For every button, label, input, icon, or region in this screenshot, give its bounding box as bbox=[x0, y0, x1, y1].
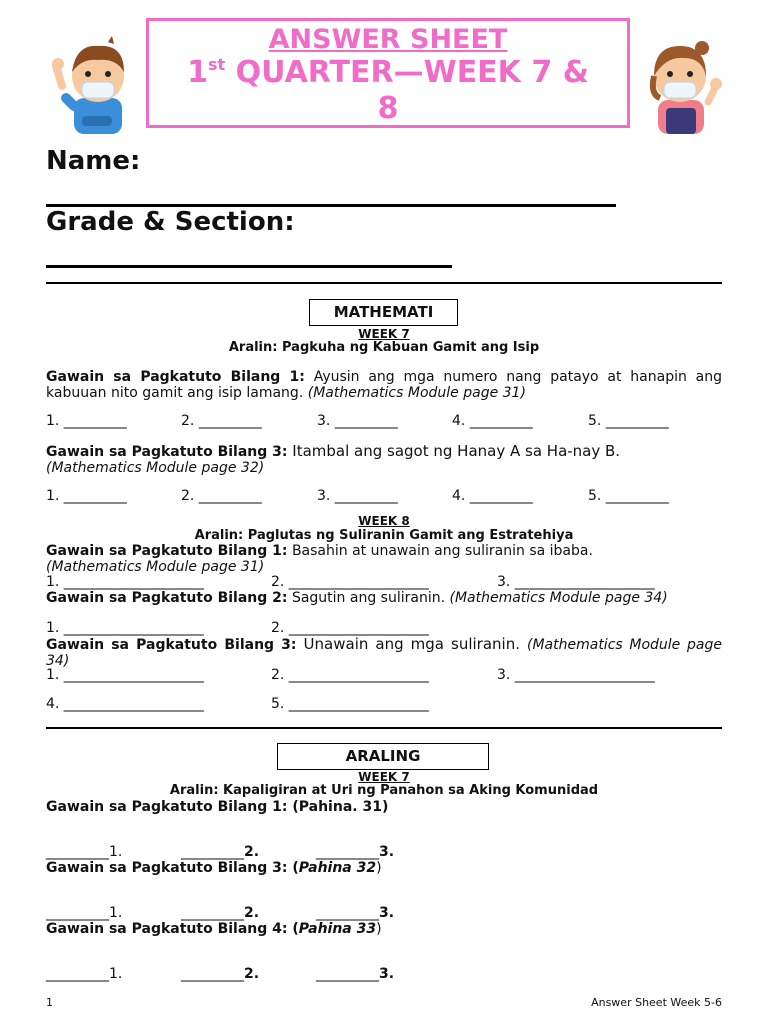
ap-activity1: Gawain sa Pagkatuto Bilang 1: (Pahina. 31) bbox=[46, 799, 389, 815]
item-number: 1. bbox=[109, 844, 123, 860]
answer-blank[interactable]: _________ bbox=[181, 844, 244, 860]
answer-blank[interactable]: _________ bbox=[46, 966, 109, 982]
answer-blank[interactable]: _________ bbox=[316, 844, 379, 860]
ap-activity3 bbox=[46, 860, 722, 876]
math-week8-lesson: Aralin: Paglutas ng Suliranin Gamit ang Estratehiya bbox=[194, 528, 574, 543]
answer-blank[interactable]: 5. _________ bbox=[588, 488, 669, 504]
grade-section-label: Grade & Section: bbox=[46, 207, 295, 237]
title-ordinal-suffix: st bbox=[208, 55, 226, 74]
paren: ) bbox=[376, 860, 382, 876]
ap-week7-lesson: Aralin: Kapaligiran at Uri ng Panahon sa Aking Komunidad bbox=[169, 783, 599, 798]
math-w8-activity1 bbox=[46, 543, 722, 575]
activity-instruction: Ayusin ang mga numero nang patayo at hanapin ang kabuuan nito gamit ang isip lamang. bbox=[46, 369, 722, 401]
math-w7-activity3 bbox=[46, 443, 722, 476]
ap-week7-label: WEEK 7 bbox=[358, 770, 410, 784]
math-week7-label: WEEK 7 bbox=[358, 327, 410, 341]
activity-title: Gawain sa Pagkatuto Bilang 2: bbox=[46, 590, 288, 606]
ap-answer-row-1 bbox=[46, 844, 122, 860]
module-reference: (Mathematics Module page 31) bbox=[46, 559, 265, 575]
activity-instruction: Itambal ang sagot ng Hanay A sa Ha-nay B. bbox=[287, 442, 621, 460]
item-number: 2. bbox=[244, 905, 260, 921]
answer-blank[interactable]: _________ bbox=[181, 966, 244, 982]
answer-blank[interactable]: 1. _________ bbox=[46, 413, 127, 429]
ap-subject-box: ARALING bbox=[277, 743, 489, 770]
item-number: 3. bbox=[379, 966, 395, 982]
answer-blank[interactable]: 4. _________ bbox=[452, 488, 533, 504]
item-number: 2. bbox=[244, 966, 260, 982]
answer-blank[interactable]: 2. ____________________ bbox=[271, 620, 429, 636]
title-answer-sheet: ANSWER SHEET bbox=[268, 24, 508, 55]
answer-blank[interactable]: 4. _________ bbox=[452, 413, 533, 429]
divider bbox=[46, 282, 722, 284]
item-number: 3. bbox=[379, 844, 395, 860]
activity-title: Gawain sa Pagkatuto Bilang 3: bbox=[46, 444, 288, 460]
ap-answer-row-1c bbox=[316, 844, 394, 860]
girl-wearing-mask-illustration bbox=[636, 36, 726, 134]
math-w8-activity2 bbox=[46, 590, 722, 606]
module-reference: (Mathematics Module page 31) bbox=[307, 385, 526, 401]
answer-blank[interactable]: 5. ____________________ bbox=[271, 696, 429, 712]
ap-answer-row-2c bbox=[316, 905, 394, 921]
page-number: 1 bbox=[46, 996, 53, 1009]
answer-blank[interactable]: 2. _________ bbox=[181, 413, 262, 429]
module-reference: (Mathematics Module page 32) bbox=[46, 460, 265, 476]
activity-title: Gawain sa Pagkatuto Bilang 3: ( bbox=[46, 860, 299, 876]
ap-answer-row-3 bbox=[46, 966, 122, 982]
paren: ) bbox=[376, 921, 382, 937]
title-quarter-text: QUARTER—WEEK 7 & bbox=[225, 55, 589, 90]
activity-instruction: Unawain ang mga suliranin. bbox=[296, 635, 527, 653]
math-subject-box: MATHEMATI bbox=[309, 299, 458, 326]
footer-label: Answer Sheet Week 5-6 bbox=[591, 996, 722, 1009]
answer-blank[interactable]: 4. ____________________ bbox=[46, 696, 204, 712]
answer-blank[interactable]: _________ bbox=[316, 966, 379, 982]
answer-blank[interactable]: 3. ____________________ bbox=[497, 574, 655, 590]
answer-blank[interactable]: _________ bbox=[46, 905, 109, 921]
answer-blank[interactable]: 1. ____________________ bbox=[46, 574, 204, 590]
ap-activity4 bbox=[46, 921, 722, 937]
answer-blank[interactable]: 5. _________ bbox=[588, 413, 669, 429]
title-week-number: 8 bbox=[377, 91, 399, 126]
activity-title: Gawain sa Pagkatuto Bilang 3: bbox=[46, 637, 297, 653]
item-number: 3. bbox=[379, 905, 395, 921]
item-number: 2. bbox=[244, 844, 260, 860]
module-reference: Pahina 33 bbox=[298, 921, 377, 937]
ap-answer-row-3c bbox=[316, 966, 394, 982]
answer-blank[interactable]: 2. ____________________ bbox=[271, 667, 429, 683]
item-number: 1. bbox=[109, 966, 123, 982]
item-number: 1. bbox=[109, 905, 123, 921]
module-reference: Pahina 32 bbox=[298, 860, 377, 876]
activity-title: Gawain sa Pagkatuto Bilang 1: bbox=[46, 543, 288, 559]
activity-instruction: Sagutin ang suliranin. bbox=[287, 590, 450, 606]
divider bbox=[46, 727, 722, 729]
module-reference: (Mathematics Module page 34) bbox=[46, 637, 722, 669]
title-ordinal-number: 1 bbox=[187, 55, 209, 90]
answer-blank[interactable]: 1. ____________________ bbox=[46, 667, 204, 683]
math-w7-activity1 bbox=[46, 369, 722, 401]
title-box bbox=[146, 18, 630, 128]
activity-instruction: Basahin at unawain ang suliranin sa ibaba. bbox=[287, 543, 593, 559]
grade-section-line[interactable] bbox=[46, 265, 452, 268]
answer-blank[interactable]: _________ bbox=[46, 844, 109, 860]
answer-blank[interactable]: 3. _________ bbox=[317, 413, 398, 429]
math-w8-activity3 bbox=[46, 636, 722, 669]
answer-blank[interactable]: 3. _________ bbox=[317, 488, 398, 504]
answer-blank[interactable]: _________ bbox=[316, 905, 379, 921]
title-quarter-week bbox=[149, 55, 627, 91]
activity-title: Gawain sa Pagkatuto Bilang 4: ( bbox=[46, 921, 299, 937]
ap-answer-row-2 bbox=[46, 905, 122, 921]
module-reference: (Mathematics Module page 34) bbox=[449, 590, 668, 606]
boy-wearing-mask-illustration bbox=[52, 36, 142, 134]
answer-blank[interactable]: 2. ____________________ bbox=[271, 574, 429, 590]
name-label: Name: bbox=[46, 146, 141, 176]
answer-blank[interactable]: 2. _________ bbox=[181, 488, 262, 504]
activity-title: Gawain sa Pagkatuto Bilang 1: bbox=[46, 369, 305, 385]
ap-answer-row-3b bbox=[181, 966, 259, 982]
answer-blank[interactable]: 1. _________ bbox=[46, 488, 127, 504]
ap-answer-row-1b bbox=[181, 844, 259, 860]
ap-answer-row-2b bbox=[181, 905, 259, 921]
answer-blank[interactable]: 1. ____________________ bbox=[46, 620, 204, 636]
answer-blank[interactable]: 3. ____________________ bbox=[497, 667, 655, 683]
answer-blank[interactable]: _________ bbox=[181, 905, 244, 921]
math-week8-label: WEEK 8 bbox=[358, 514, 410, 528]
math-week7-lesson: Aralin: Pagkuha ng Kabuan Gamit ang Isip bbox=[228, 340, 540, 355]
